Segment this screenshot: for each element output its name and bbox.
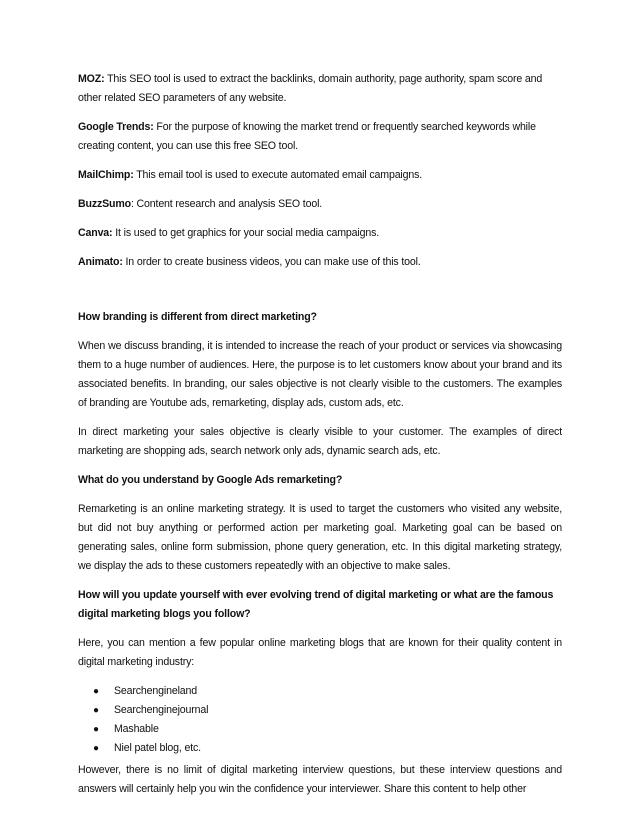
tool-description: For the purpose of knowing the market trend or frequently searched keywords while creating content, you can use this free SEO tool. bbox=[78, 121, 536, 152]
bullet-icon: ● bbox=[93, 724, 99, 735]
list-item bbox=[78, 682, 562, 701]
tool-description: : Content research and analysis SEO tool. bbox=[130, 198, 323, 210]
document-page bbox=[78, 70, 562, 809]
bullet-icon: ● bbox=[93, 743, 99, 754]
tool-term: Canva: bbox=[78, 227, 113, 239]
tool-animato bbox=[78, 253, 562, 272]
trends-paragraph-2: However, there is no limit of digital marketing interview questions, but these interview questions and answers will certainly help you win the confidence your interviewer. Share this content to help other bbox=[78, 764, 562, 795]
tool-term: BuzzSumo bbox=[78, 198, 131, 210]
tool-moz bbox=[78, 70, 562, 108]
bullet-icon: ● bbox=[93, 705, 99, 716]
section-spacer bbox=[78, 282, 562, 308]
list-item-label: Searchenginejournal bbox=[114, 704, 209, 716]
remarketing-heading: What do you understand by Google Ads remarketing? bbox=[78, 474, 343, 486]
tool-description: This SEO tool is used to extract the backlinks, domain authority, page authority, spam score and other related SEO parameters of any website. bbox=[78, 73, 543, 104]
tool-description: This email tool is used to execute automated email campaigns. bbox=[133, 169, 423, 181]
branding-heading: How branding is different from direct marketing? bbox=[78, 311, 317, 323]
list-item bbox=[78, 701, 562, 720]
tool-description: It is used to get graphics for your social media campaigns. bbox=[112, 227, 380, 239]
remarketing-paragraph: Remarketing is an online marketing strategy. It is used to target the customers who visited any website, but did not buy anything or performed action per marketing goal. Marketing goal can be based on generating sales, online form submission, phone query generation, etc. In this digital marketing strategy, we display the ads to these customers repeatedly with an objective to make sales. bbox=[78, 503, 562, 572]
list-item-label: Searchengineland bbox=[114, 685, 198, 697]
list-item bbox=[78, 720, 562, 739]
tool-description: In order to create business videos, you can make use of this tool. bbox=[122, 256, 421, 268]
tool-google-trends bbox=[78, 118, 562, 156]
tool-term: MOZ: bbox=[78, 73, 105, 85]
tool-canva bbox=[78, 224, 562, 243]
bullet-icon: ● bbox=[93, 686, 99, 697]
list-item-label: Niel patel blog, etc. bbox=[114, 742, 201, 754]
branding-paragraph-2: In direct marketing your sales objective is clearly visible to your customer. The examples of direct marketing are shopping ads, search network only ads, dynamic search ads, etc. bbox=[78, 426, 562, 457]
list-item bbox=[78, 739, 562, 758]
tool-term: Google Trends: bbox=[78, 121, 154, 133]
branding-paragraph-1: When we discuss branding, it is intended to increase the reach of your product or services via showcasing them to a huge number of audiences. Here, the purpose is to let customers know about your brand and its associated benefits. In branding, our sales objective is not clearly visible to the customers. The examples of branding are Youtube ads, remarketing, display ads, custom ads, etc. bbox=[78, 340, 562, 409]
tool-buzzsumo bbox=[78, 195, 562, 214]
trends-heading: How will you update yourself with ever evolving trend of digital marketing or what are the famous digital marketing blogs you follow? bbox=[78, 589, 554, 620]
blog-list bbox=[78, 682, 562, 758]
tool-term: MailChimp: bbox=[78, 169, 134, 181]
tool-mailchimp bbox=[78, 166, 562, 185]
tool-term: Animato: bbox=[78, 256, 123, 268]
list-item-label: Mashable bbox=[114, 723, 159, 735]
trends-paragraph-1: Here, you can mention a few popular online marketing blogs that are known for their quality content in digital marketing industry: bbox=[78, 637, 562, 668]
